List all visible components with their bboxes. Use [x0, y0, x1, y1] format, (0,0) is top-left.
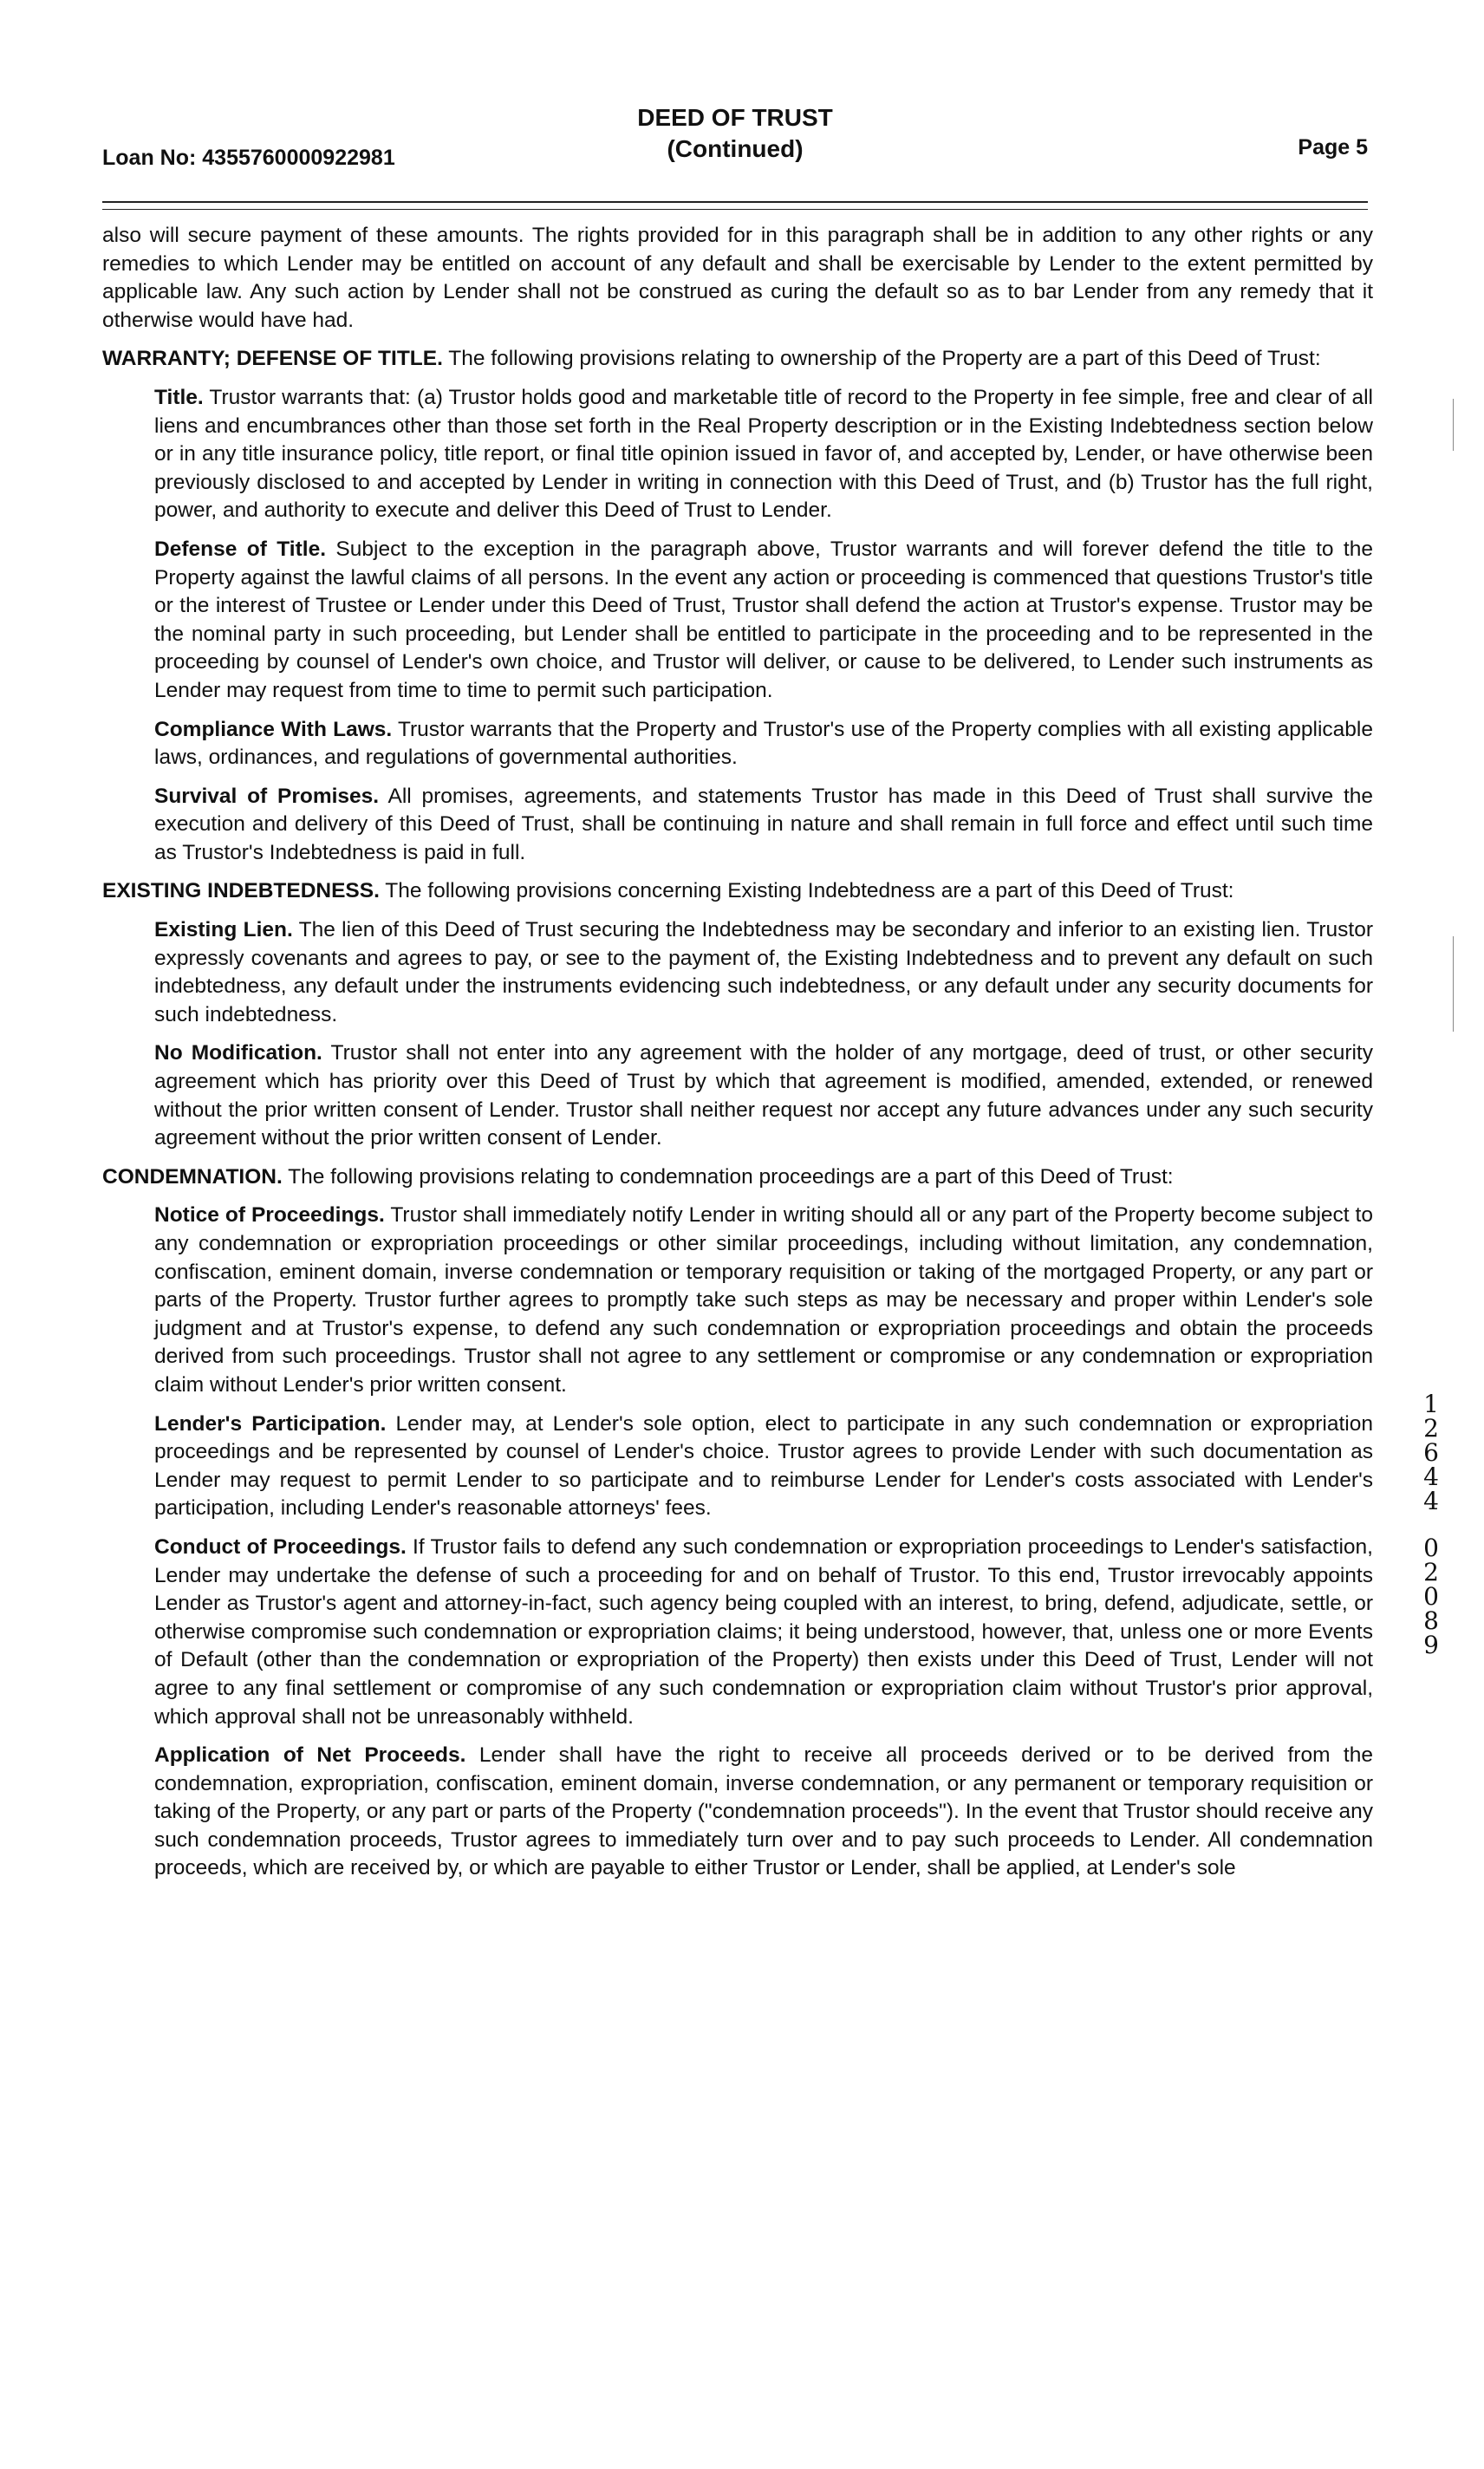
subsection-heading: Compliance With Laws. [154, 717, 393, 741]
section-existing-indebtedness [102, 877, 1373, 906]
recording-digit: 2 [1423, 1558, 1439, 1586]
subsection-heading: Application of Net Proceeds. [154, 1743, 466, 1768]
margin-mark [1453, 399, 1454, 451]
subsection-existing-lien [154, 916, 1373, 1029]
subsection-title [154, 384, 1373, 525]
subsection-notice [154, 1202, 1373, 1399]
subsection-defense-of-title [154, 536, 1373, 706]
recording-digit: 6 [1423, 1438, 1439, 1467]
page-header [102, 102, 1368, 180]
loan-number: Loan No: 4355760000922981 [102, 146, 395, 170]
recording-digit: 4 [1423, 1463, 1439, 1491]
recording-digit: 2 [1423, 1414, 1439, 1443]
header-rule-secondary [102, 209, 1368, 210]
subsection-conduct [154, 1534, 1373, 1731]
section-text: The following provisions relating to condemnation proceedings are a part of this Deed of Trust: [282, 1164, 1174, 1189]
recording-digit: 9 [1423, 1631, 1439, 1659]
subsection-heading: Notice of Proceedings. [154, 1203, 385, 1228]
section-warranty [102, 345, 1373, 374]
recording-number [1418, 1392, 1444, 1658]
subsection-heading: Existing Lien. [154, 918, 293, 942]
subsection-text: Lender shall have the right to receive all proceeds derived or to be derived from the condemnation, expropriation, confiscation, eminent domain, inverse condemnation, or any permanent or temporary requisition or taking of the Property, or any part or parts of the Property ("condemnation proceeds"). In the event that Trustor should receive any such condemnation proceeds, Trustor agrees to immediately turn over and to pay such proceeds to Lender. All condemnation proceeds, which are received by, or which are payable to either Trustor or Lender, shall be applied, at Lender's sole [154, 1743, 1373, 1880]
subsection-text: All promises, agreements, and statements Trustor has made in this Deed of Trust shall survive the execution and delivery of this Deed of Trust, shall be continuing in nature and shall remain in full force and effect until such time as Trustor's Indebtedness is paid in full. [154, 784, 1374, 864]
margin-mark [1453, 936, 1454, 1032]
subsection-text: Trustor warrants that: (a) Trustor holds good and marketable title of record to the Property in fee simple, free and clear of all liens and encumbrances other than those set forth in the Real Property description or in the Existing Indebtedness section below or in any title insurance policy, title report, or final title opinion issued in favor of, and accepted by, Lender, or have otherwise been previously disclosed to and accepted by Lender in writing in connection with this Deed of Trust, and (b) Trustor has the full right, power, and authority to execute and deliver this Deed of Trust to Lender. [154, 385, 1373, 523]
subsection-heading: Title. [154, 385, 204, 409]
recording-digit: 8 [1423, 1606, 1439, 1635]
section-text: The following provisions concerning Existing Indebtedness are a part of this Deed of Trust: [379, 879, 1234, 903]
intro-paragraph: also will secure payment of these amounts. The rights provided for in this paragraph shall be in addition to any other rights or any remedies to which Lender may be entitled on account of any default and shall be exercisable by Lender to the extent permitted by applicable law. Any such action by Lender shall not be construed as curing the default so as to bar Lender from any remedy that it otherwise would have had. [102, 224, 1373, 332]
subsection-net-proceeds [154, 1742, 1373, 1883]
subsection-text: If Trustor fails to defend any such condemnation or expropriation proceedings to Lender's satisfaction, Lender may undertake the defense of such a proceeding for and on behalf of Trustor. To this end, Trustor irrevocably appoints Lender as Trustor's agent and attorney-in-fact, such agency being coupled with an interest, to bring, defend, adjudicate, settle, or otherwise compromise such condemnation or expropriation claims; it being understood, however, that, unless one or more Events of Default (other than the condemnation or expropriation of the Property) then exists under this Deed of Trust, Lender will not agree to any final settlement or compromise of any such condemnation or expropriation claim without Trustor's prior approval, which approval shall not be unreasonably withheld. [154, 1534, 1373, 1729]
document-title-block [102, 102, 1368, 165]
recording-digit: 4 [1423, 1487, 1439, 1515]
subsection-compliance [154, 716, 1373, 772]
header-rule [102, 201, 1368, 203]
section-condemnation [102, 1163, 1373, 1192]
section-heading: CONDEMNATION. [102, 1164, 283, 1189]
page-number: Page 5 [1298, 135, 1368, 160]
document-body [102, 222, 1373, 1893]
subsection-participation [154, 1410, 1373, 1523]
subsection-text: Trustor shall immediately notify Lender in writing should all or any part of the Property become subject to any condemnation or expropriation proceedings or other similar proceedings, including without limitation, any condemnation, confiscation, eminent domain, inverse condemnation or temporary requisition or taking of the mortgaged Property, or any part or parts of the Property. Trustor further agrees to promptly take such steps as may be necessary and proper within Lender's sole judgment and at Trustor's expense, to defend any such condemnation or expropriation proceedings and obtain the proceeds derived from such proceedings. Trustor shall not agree to any settlement or compromise or any condemnation or expropriation claim without Lender's prior written consent. [154, 1203, 1373, 1397]
recording-digit: 0 [1423, 1534, 1439, 1562]
recording-digit: 1 [1423, 1390, 1439, 1418]
subsection-no-modification [154, 1039, 1373, 1152]
section-heading: EXISTING INDEBTEDNESS. [102, 879, 380, 903]
subsection-heading: Survival of Promises. [154, 784, 380, 808]
document-title: DEED OF TRUST [637, 104, 833, 131]
subsection-text: Subject to the exception in the paragraph above, Trustor warrants and will forever defend the title to the Property against the lawful claims of all persons. In the event any action or proceeding is commenced that questions Trustor's title or the interest of Trustee or Lender under this Deed of Trust, Trustor shall defend the action at Trustor's expense. Trustor may be the nominal party in such proceeding, but Lender shall be entitled to participate in the proceeding and to be represented in the proceeding by counsel of Lender's own choice, and Trustor will deliver, or cause to be delivered, to Lender such instruments as Lender may request from time to time to permit such participation. [154, 537, 1373, 702]
subsection-heading: Lender's Participation. [154, 1411, 387, 1436]
subsection-survival [154, 783, 1373, 868]
section-text: The following provisions relating to ownership of the Property are a part of this Deed of Trust: [442, 347, 1321, 371]
subsection-heading: Conduct of Proceedings. [154, 1534, 407, 1559]
subsection-heading: Defense of Title. [154, 537, 327, 561]
subsection-text: Trustor shall not enter into any agreement with the holder of any mortgage, deed of trust, or other security agreement which has priority over this Deed of Trust by which that agreement is modified, amended, extended, or renewed without the prior written consent of Lender. Trustor shall neither request nor accept any future advances under any such security agreement without the prior written consent of Lender. [154, 1041, 1373, 1150]
section-heading: WARRANTY; DEFENSE OF TITLE. [102, 347, 443, 371]
subsection-text: The lien of this Deed of Trust securing the Indebtedness may be secondary and inferior to an existing lien. Trustor expressly covenants and agrees to pay, or see to the payment of, the Existing Indebtedness and to prevent any default on such indebtedness, any default under the instruments evidencing such indebtedness, or any default under any security documents for such indebtedness. [154, 918, 1373, 1026]
recording-digit: 0 [1423, 1582, 1439, 1611]
subsection-text: Trustor warrants that the Property and Trustor's use of the Property complies with all existing applicable laws, ordinances, and regulations of governmental authorities. [154, 717, 1373, 770]
subsection-heading: No Modification. [154, 1041, 322, 1065]
document-subtitle: (Continued) [667, 135, 804, 162]
subsection-text: Lender may, at Lender's sole option, elect to participate in any such condemnation or expropriation proceedings and be represented by counsel of Lender's choice. Trustor agrees to provide Lender with such documentation as Lender may request to permit Lender to so participate and to reimburse Lender for Lender's costs associated with Lender's participation, including Lender's reasonable attorneys' fees. [154, 1411, 1374, 1521]
